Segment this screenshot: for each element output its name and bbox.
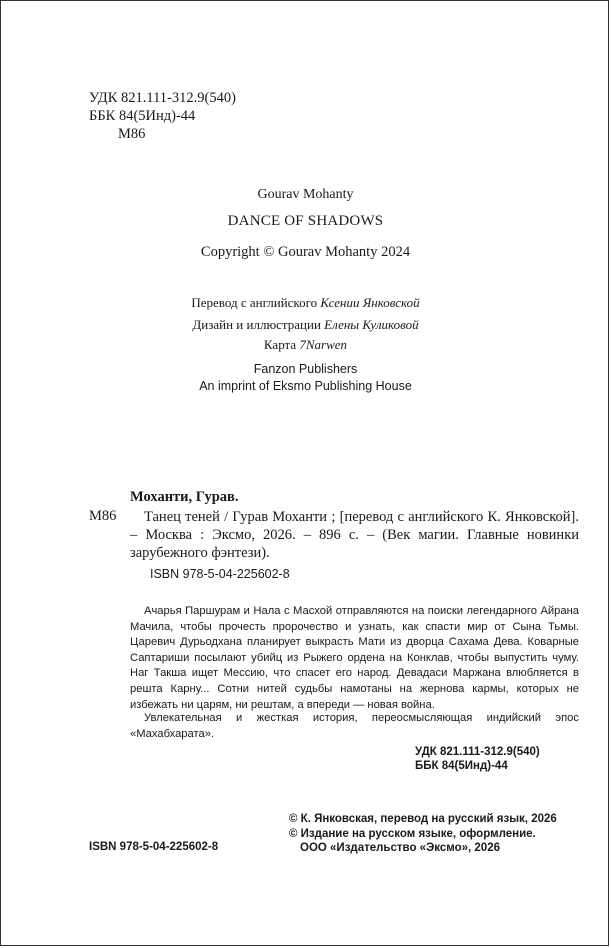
translator-name: Ксении Янковской <box>320 295 420 310</box>
original-author: Gourav Mohanty <box>257 187 354 202</box>
annotation-paragraph-2: Увлекательная и жесткая история, переосмысляющая индийский эпос «Махабхарата». <box>130 712 579 740</box>
design-credit <box>1 317 610 333</box>
original-title: DANCE OF SHADOWS <box>227 213 384 229</box>
map-label: Карта <box>263 337 297 352</box>
annotation-paragraph-1: Ачарья Паршурам и Нала с Масхой отправляются на поиски легендарного Айрана Мачила, чтобы прочесть пророчество и узнать, как спасти мир от Сына Тьмы. Царевич Дурьодхана планирует выкрасть Мати из дворца Сахама Дева. Коварные Саптариши посылают убийц из Рыжего ордена на Конклав, чтобы выпустить чуму. Наг Такша ищет Мессию, что спасет его народ. Девадаси Маржана влюбляется в решта Карну... Сотни нитей судьбы намотаны на жернова кармы, которых не избежать ни царям, ни рештам, а впереди — новая война. <box>130 605 579 711</box>
map-author: 7Narwen <box>299 337 348 352</box>
author-mark: М86 <box>118 126 146 142</box>
original-copyright: Copyright © Gourav Mohanty 2024 <box>200 244 411 260</box>
design-label: Дизайн и иллюстрации <box>192 317 321 332</box>
copyright-edition: © Издание на русском языке, оформление. <box>289 827 536 840</box>
bib-isbn: ISBN 978-5-04-225602-8 <box>150 567 290 581</box>
copyright-translation: © К. Янковская, перевод на русский язык, 2026 <box>289 813 557 825</box>
copyright-publisher: ООО «Издательство «Эксмо», 2026 <box>300 842 500 854</box>
publisher-imprint: An imprint of Eksmo Publishing House <box>199 379 412 393</box>
bib-heading: Моханти, Гурав. <box>130 489 239 505</box>
catalog-codes-top <box>89 89 236 143</box>
bbk-code-bottom: ББК 84(5Инд)-44 <box>415 760 508 772</box>
udk-code-bottom: УДК 821.111-312.9(540) <box>415 746 540 758</box>
catalog-codes-bottom <box>415 745 540 773</box>
bib-author-mark: М86 <box>89 508 117 524</box>
map-credit <box>1 337 610 353</box>
bib-description: Танец теней / Гурав Моханти ; [перевод с английского К. Янковской]. – Москва : Эксмо, 2026. – 896 с. – (Век магии. Главные новинки зарубежного фэнтези). <box>130 509 579 561</box>
udk-code: УДК 821.111-312.9(540) <box>89 90 236 106</box>
publisher-name: Fanzon Publishers <box>253 362 358 376</box>
designer-name: Елены Куликовой <box>324 317 419 332</box>
isbn-bottom: ISBN 978-5-04-225602-8 <box>89 841 219 853</box>
copyright-notices <box>289 812 557 856</box>
translation-label: Перевод с английского <box>191 295 318 310</box>
bbk-code: ББК 84(5Инд)-44 <box>89 108 196 124</box>
translation-credit <box>1 295 610 311</box>
